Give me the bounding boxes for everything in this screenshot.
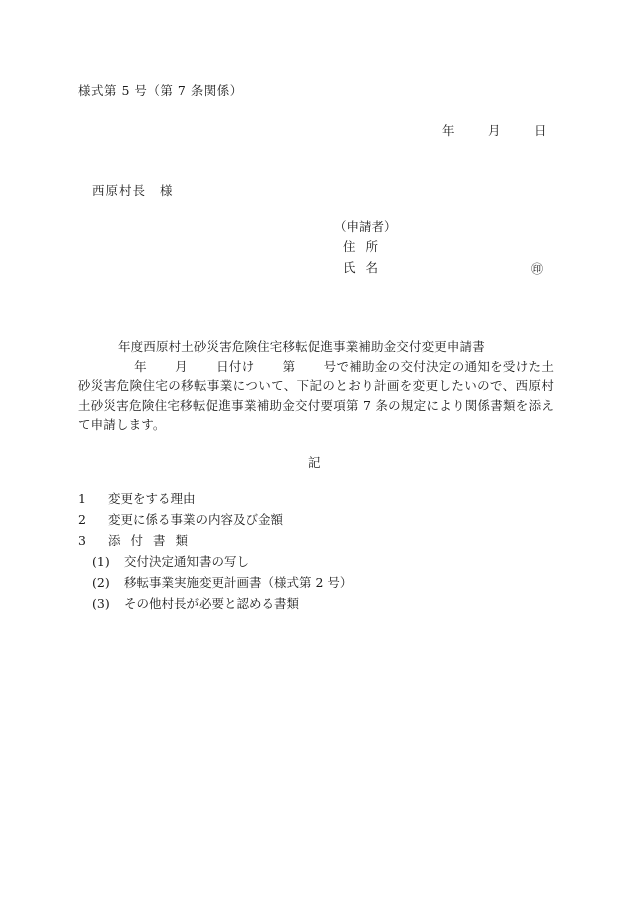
addressee-honorific: 様 [160,183,174,198]
name-label: 氏名 [343,260,389,275]
body-month: 月 [174,358,188,374]
application-body [78,337,554,435]
date-year: 年 [442,123,455,138]
date-day: 日 [534,123,547,138]
list-item: 3 添付書類 [78,533,199,548]
body-number-prefix: 第 [282,358,296,374]
address-label: 住所 [343,239,389,254]
seal-mark: ㊞ [531,262,544,276]
body-year: 年 [134,358,147,374]
sub-list-item: (1) 交付決定通知書の写し [92,554,250,569]
form-number: 様式第 5 号（第 7 条関係） [78,83,243,98]
date-month: 月 [488,123,501,138]
sub-list-item: (2) 移転事業実施変更計画書（様式第 2 号） [92,575,353,590]
list-item: 1 変更をする理由 [78,491,196,506]
applicant-block [334,219,554,283]
sub-list-item: (3) その他村長が必要と認める書類 [92,596,300,611]
body-dated: 日付け [215,358,255,374]
applicant-label: （申請者） [334,219,397,234]
addressee-name: 西原村長 [92,183,147,198]
list-item: 2 変更に係る事業の内容及び金額 [78,512,284,527]
body-title-line: 年度西原村土砂災害危険住宅移転促進事業補助金交付変更申請書 [118,339,485,354]
ki-heading: 記 [308,455,321,470]
addressee [92,183,174,199]
body-text: 号で補助金の交付決定の通知を受けた土砂災害危険住宅の移転事業について、下記のとおり計画を変更したいので、西原村土砂災害危険住宅移転促進事業補助金交付要項第 7 条の規定により関係書類を添えて申請します。 [78,358,554,432]
